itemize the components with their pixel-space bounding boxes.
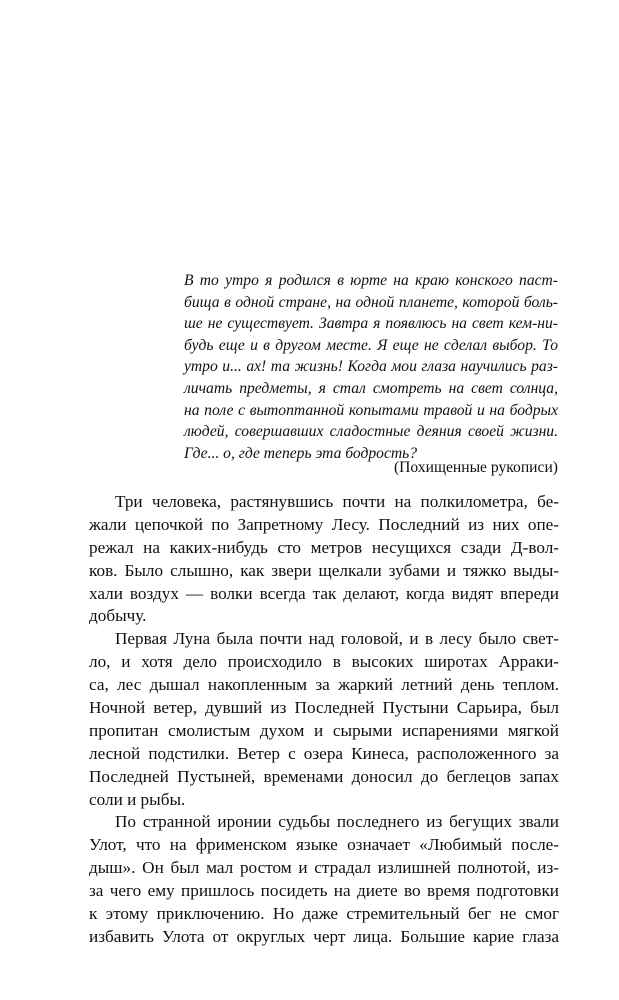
epigraph-line: ше не существует. Завтра я появлюсь на свет кем-ни- — [184, 315, 558, 333]
body-line: Первая Луна была почти над головой, и в лесу было свет- — [115, 629, 559, 649]
epigraph-line: на поле с вытоптанной копытами травой и на бодрых — [184, 401, 558, 419]
body-line: Последней Пустыней, временами доносил до беглецов запах — [89, 766, 559, 786]
epigraph-line: Где... о, где теперь эта бодрость? — [184, 444, 418, 462]
body-line: Ночной ветер, дувший из Последней Пустыни Сарьира, был — [89, 698, 559, 718]
body-line: По странной иронии судьбы последнего из бегущих звали — [115, 812, 559, 832]
body-line: Улот, что на фрименском языке означает «Любимый после- — [89, 835, 559, 855]
epigraph-line: личать предметы, я стал смотреть на свет солнца, — [184, 379, 558, 397]
body-line: избавить Улота от округлых черт лица. Большие карие глаза — [89, 926, 559, 946]
body-text — [89, 491, 559, 949]
body-line: режал на каких-нибудь сто метров несущихся сзади Д-вол- — [89, 537, 559, 557]
epigraph-line: будь еще и в другом месте. Я еще не сделал выбор. То — [184, 336, 558, 354]
body-line: ков. Было слышно, как звери щелкали зубами и тяжко выды- — [89, 560, 559, 580]
body-line: к этому приключению. Но даже стремительный бег не смог — [89, 904, 559, 924]
epigraph-line: В то утро я родился в юрте на краю конского паст- — [184, 272, 558, 289]
epigraph-line: бища в одной стране, на одной планете, которой боль- — [184, 293, 558, 311]
body-line: жали цепочкой по Запретному Лесу. Последний из них опе- — [89, 514, 559, 534]
body-line: дыш». Он был мал ростом и страдал излишней полнотой, из- — [89, 858, 559, 878]
epigraph-source: (Похищенные рукописи) — [393, 459, 558, 476]
body-line: за чего ему пришлось посидеть на диете во время подготовки — [89, 881, 559, 901]
body-line: са, лес дышал накопленным за жаркий летний день теплом. — [89, 675, 559, 695]
body-line: лесной подстилки. Ветер с озера Кинеса, расположенного за — [89, 743, 559, 763]
body-line: соли и рыбы. — [89, 789, 186, 809]
body-line: пропитан смолистым духом и сырыми испарениями мягкой — [89, 720, 559, 740]
body-line: добычу. — [89, 606, 147, 626]
body-line: Три человека, растянувшись почти на полкилометра, бе- — [115, 492, 559, 511]
body-line: ло, и хотя дело происходило в высоких широтах Арраки- — [89, 652, 559, 672]
body-line: хали воздух — волки всегда так делают, когда видят впереди — [89, 583, 559, 603]
epigraph-line: людей, совершавших сладостные деяния своей жизни. — [184, 423, 558, 441]
epigraph-line: утро и... ах! та жизнь! Когда мои глаза научились раз- — [184, 358, 558, 376]
epigraph — [184, 270, 558, 464]
